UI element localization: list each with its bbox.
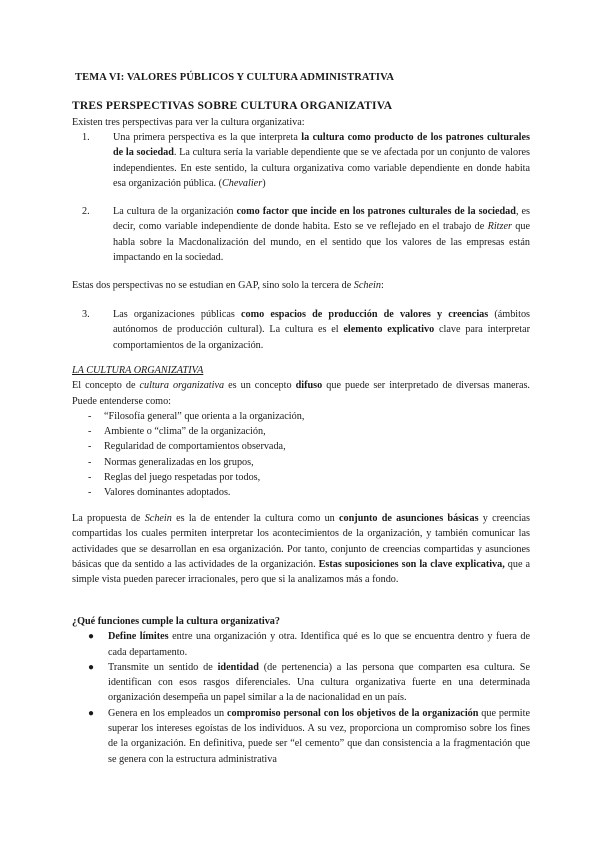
schein-bold-b: Estas suposiciones son la clave explicativa, bbox=[318, 558, 505, 570]
function-1-text: entre una organización y otra. Identifica qué es lo que se encuentra dentro y fuera de cada departamento. bbox=[108, 631, 530, 658]
between-text-a: Estas dos perspectivas no se estudian en GAP, sino solo la tercera de bbox=[72, 280, 354, 291]
perspective-3-text-a: Las organizaciones públicas bbox=[113, 309, 241, 320]
perspective-1-text-a: Una primera perspectiva es la que interpreta bbox=[113, 132, 302, 143]
function-3-text-b: que permite superar los intereses egoístas de los individuos. A su vez, proporciona un compromiso sobre los fines de la organización. En definitiva, puede ser “el cemento” que dan consistencia a la fragmentación que se genera con la estructura administrativa bbox=[108, 707, 530, 765]
schein-paragraph bbox=[72, 511, 530, 587]
perspective-1-number: 1. bbox=[82, 132, 90, 143]
between-paragraph bbox=[72, 278, 530, 293]
perspective-2-text-b: , es decir, como variable independiente de donde habita. Esto se ve reflejado en el trabajo de bbox=[113, 206, 530, 233]
culture-bold: difuso bbox=[295, 380, 323, 392]
perspective-3-bold-b: elemento explicativo bbox=[343, 324, 435, 336]
perspective-2-bold: como factor que incide en los patrones culturales de la sociedad bbox=[236, 206, 516, 217]
perspective-1-author: Chevalier bbox=[222, 177, 263, 189]
perspective-1-text-c: ) bbox=[262, 177, 266, 189]
perspective-3-text-c: clave para interpretar comportamientos de la organización. bbox=[113, 324, 530, 351]
intro-text: Existen tres perspectivas para ver la cultura organizativa: bbox=[72, 117, 305, 128]
perspective-2-text bbox=[113, 204, 530, 265]
list-item: - “Filosofía general” que orienta a la organización, bbox=[86, 409, 530, 424]
culture-term: cultura organizativa bbox=[139, 380, 225, 392]
function-item-commitment bbox=[72, 706, 530, 767]
bullet-icon: ● bbox=[88, 631, 95, 643]
bullet-icon: ● bbox=[88, 661, 95, 673]
culture-text-c: que puede ser interpretado de diversas maneras. Puede entenderse como: bbox=[72, 380, 530, 407]
function-3-bold: compromiso personal con los objetivos de la organización bbox=[227, 707, 479, 719]
perspective-1-text-b: . La cultura sería la variable dependiente que se ve afectada por un conjunto de valores independientes. En este sentido, la cultura organizativa como variable dependiente en donde habita esa organización pública. ( bbox=[113, 147, 530, 189]
culture-definition bbox=[72, 378, 530, 409]
section-title: TRES PERSPECTIVAS SOBRE CULTURA ORGANIZATIVA bbox=[72, 100, 393, 112]
perspective-2 bbox=[82, 204, 530, 265]
perspective-1-bold: la cultura como producto de los patrones culturales de la sociedad bbox=[113, 132, 530, 159]
perspective-3-text bbox=[113, 307, 530, 353]
culture-section bbox=[72, 363, 530, 501]
perspective-3-number: 3. bbox=[82, 309, 90, 320]
function-item-limits bbox=[72, 629, 530, 660]
list-item: - Valores dominantes adoptados. bbox=[86, 485, 530, 500]
perspective-2-author: Ritzer bbox=[487, 221, 512, 233]
schein-text-d: que a simple vista pueden parecer irracionales, pero que si la analizamos más a fondo. bbox=[72, 558, 531, 586]
culture-text-b: es un concepto bbox=[224, 380, 296, 392]
culture-list bbox=[86, 409, 530, 501]
function-2-text-a: Transmite un sentido de bbox=[108, 661, 218, 673]
function-1-bold: Define límites bbox=[108, 631, 169, 643]
page-title: TEMA VI: VALORES PÚBLICOS Y CULTURA ADMINISTRATIVA bbox=[75, 72, 395, 83]
list-item: - Reglas del juego respetadas por todos, bbox=[86, 470, 530, 485]
functions-section bbox=[72, 614, 530, 767]
perspective-1 bbox=[82, 130, 530, 191]
perspective-2-number: 2. bbox=[82, 206, 90, 217]
list-item: - Ambiente o “clima” de la organización, bbox=[86, 424, 530, 439]
intro-paragraph bbox=[72, 115, 530, 130]
function-item-identity bbox=[72, 660, 530, 706]
between-author: Schein bbox=[353, 280, 381, 291]
functions-heading: ¿Qué funciones cumple la cultura organizativa? bbox=[72, 616, 280, 627]
perspective-2-text-a: La cultura de la organización bbox=[113, 206, 237, 217]
culture-heading: LA CULTURA ORGANIZATIVA bbox=[72, 365, 204, 376]
function-3-text-a: Genera en los empleados un bbox=[108, 707, 228, 719]
perspective-3-bold-a: como espacios de producción de valores y creencias bbox=[240, 309, 489, 320]
list-item: - Regularidad de comportamientos observada, bbox=[86, 439, 530, 454]
schein-text-a: La propuesta de bbox=[72, 513, 145, 524]
perspective-3-text-b: (ámbitos autónomos de producción cultural). La cultura es el bbox=[113, 309, 531, 336]
schein-text-c: y creencias compartidas los cuales permiten interpretar los acontecimientos de la organización, y también comunicar las actividades que se desarrollan en esa organización. Por tanto, conjunto de creencias compartidas y asunciones básicas que da sentido a las actividades de la organización. bbox=[72, 513, 531, 570]
schein-bold-a: conjunto de asunciones básicas bbox=[339, 513, 479, 524]
schein-author: Schein bbox=[144, 513, 172, 524]
bullet-icon: ● bbox=[88, 707, 95, 719]
perspective-1-text bbox=[113, 130, 530, 191]
list-item: - Normas generalizadas en los grupos, bbox=[86, 455, 530, 470]
between-text-b: : bbox=[380, 280, 384, 291]
perspective-2-text-c: que habla sobre la Macdonalización del mundo, en el sentido que los valores de las empresas están impactando en la sociedad. bbox=[113, 221, 530, 263]
schein-text-b: es la de entender la cultura como un bbox=[171, 513, 340, 524]
function-2-text-b: (de pertenencia) a las persona que comparten esa cultura. Se identifican con esos rasgos diferenciales. Una cultura organizativa fuerte en una determinada organización desempeña un papel similar a la de nacionalidad en un país. bbox=[108, 661, 530, 704]
culture-text-a: El concepto de bbox=[72, 380, 140, 392]
function-2-bold: identidad bbox=[217, 661, 259, 673]
perspective-3 bbox=[82, 307, 531, 353]
